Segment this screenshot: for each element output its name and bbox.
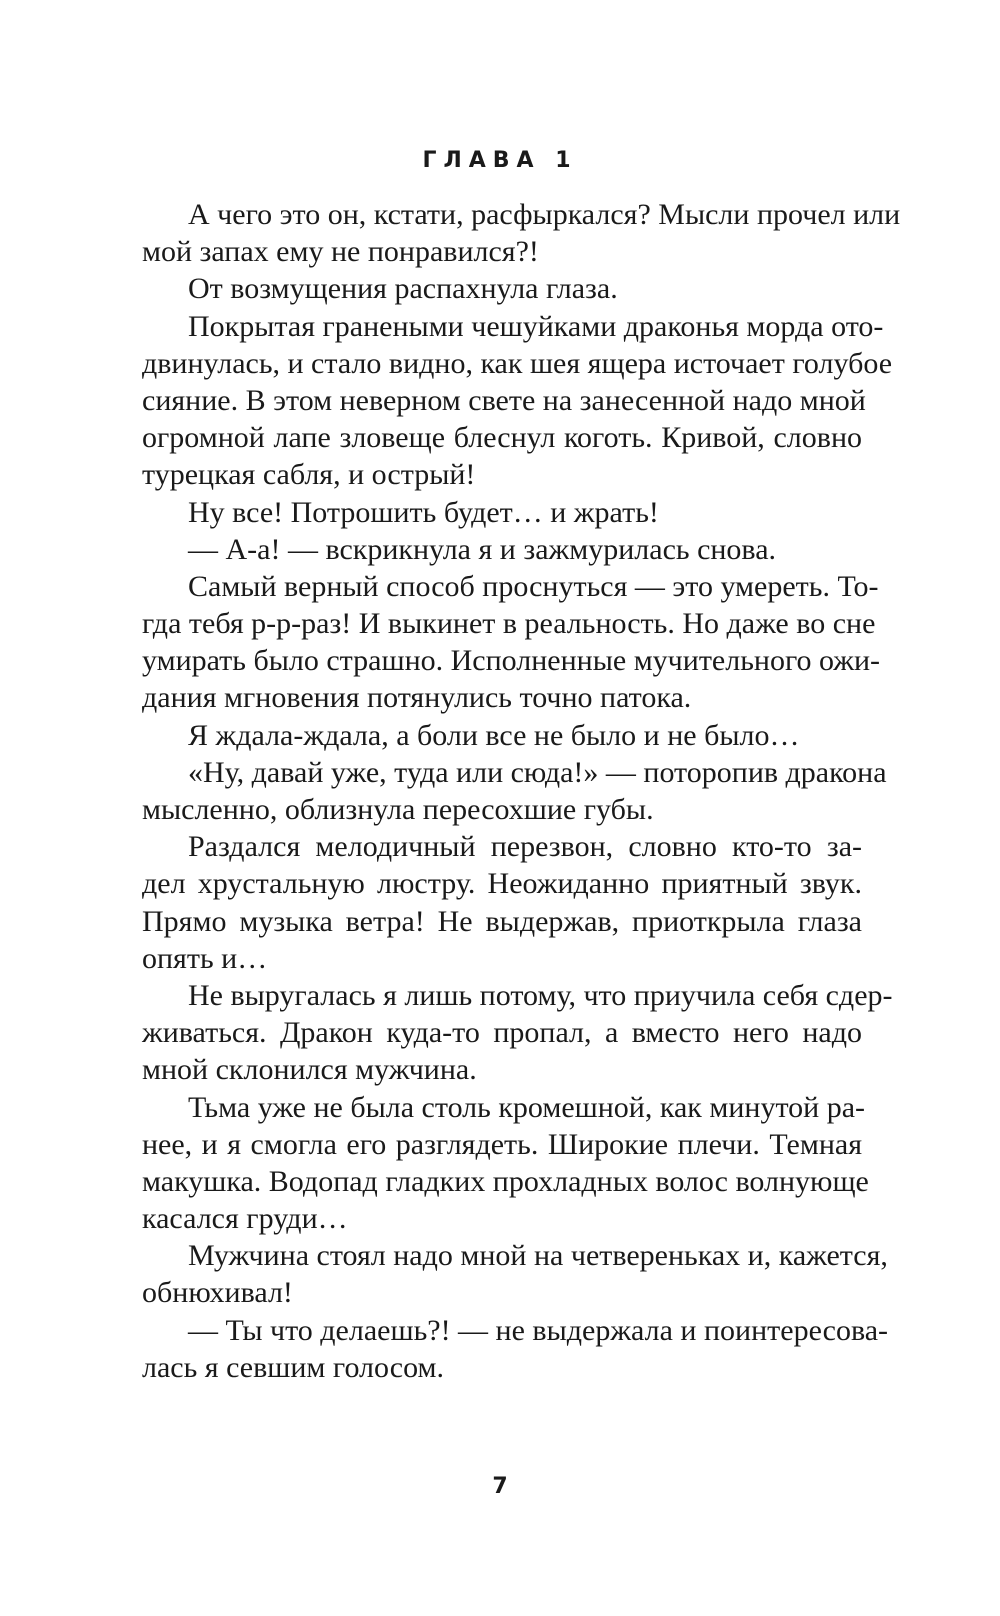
text-line: А чего это он, кстати, расфыркался? Мысли прочел или <box>188 198 901 231</box>
text-line: макушка. Водопад гладких прохладных волос волнующе <box>142 1164 869 1198</box>
text-line: — Ты что делаешь?! — не выдержала и поинтересова- <box>188 1313 889 1347</box>
text-line: Не выругалась я лишь потому, что приучила себя сдер- <box>188 978 893 1012</box>
text-line: Тьма уже не была столь кромешной, как минутой ра- <box>188 1090 866 1124</box>
text-line: опять и… <box>142 941 268 975</box>
text-line: мысленно, облизнула пересохшие губы. <box>142 793 654 826</box>
text-line: Я ждала-ждала, а боли все не было и не было… <box>188 718 800 752</box>
text-line: турецкая сабля, и острый! <box>142 458 476 492</box>
text-line: Прямо музыка ветра! Не выдержав, приоткрыла глаза <box>142 904 862 938</box>
text-line: нее, и я смогла его разглядеть. Широкие плечи. Темная <box>142 1127 862 1161</box>
text-line: Ну все! Потрошить будет… и жрать! <box>188 495 659 529</box>
text-line: Мужчина стоял надо мной на четвереньках и, кажется, <box>188 1239 888 1273</box>
text-line: дел хрустальную люстру. Неожиданно приятный звук. <box>142 867 862 901</box>
text-line: двинулась, и стало видно, как шея ящера источает голубое <box>142 346 893 380</box>
page-number: 7 <box>492 1474 508 1499</box>
text-line: сияние. В этом неверном свете на занесенной надо мной <box>142 383 866 417</box>
text-line: лась я севшим голосом. <box>142 1350 444 1384</box>
text-line: От возмущения распахнула глаза. <box>188 272 618 306</box>
text-line: огромной лапе зловеще блеснул коготь. Кривой, словно <box>142 421 862 455</box>
text-line: мной склонился мужчина. <box>142 1053 477 1087</box>
chapter-body-text <box>142 196 901 1386</box>
text-line: Раздался мелодичный перезвон, словно кто-то за- <box>188 830 862 864</box>
text-line: «Ну, давай уже, туда или сюда!» — поторопив дракона <box>188 755 887 789</box>
text-line: мой запах ему не понравился?! <box>142 235 539 269</box>
text-line: — А-а! — вскрикнула я и зажмурилась снова. <box>188 532 777 566</box>
text-line: гда тебя р-р-раз! И выкинет в реальность. Но даже во сне <box>142 607 876 641</box>
text-line: дания мгновения потянулись точно патока. <box>142 681 692 715</box>
text-line: живаться. Дракон куда-то пропал, а вместо него надо <box>142 1016 862 1050</box>
chapter-heading: ГЛАВА 1 <box>422 148 578 173</box>
text-line: Покрытая гранеными чешуйками драконья морда ото- <box>188 309 884 343</box>
text-line: умирать было страшно. Исполненные мучительного ожи- <box>142 644 881 678</box>
text-line: Самый верный способ проснуться — это умереть. То- <box>188 569 879 603</box>
text-line: обнюхивал! <box>142 1276 293 1310</box>
text-line: касался груди… <box>142 1202 348 1236</box>
